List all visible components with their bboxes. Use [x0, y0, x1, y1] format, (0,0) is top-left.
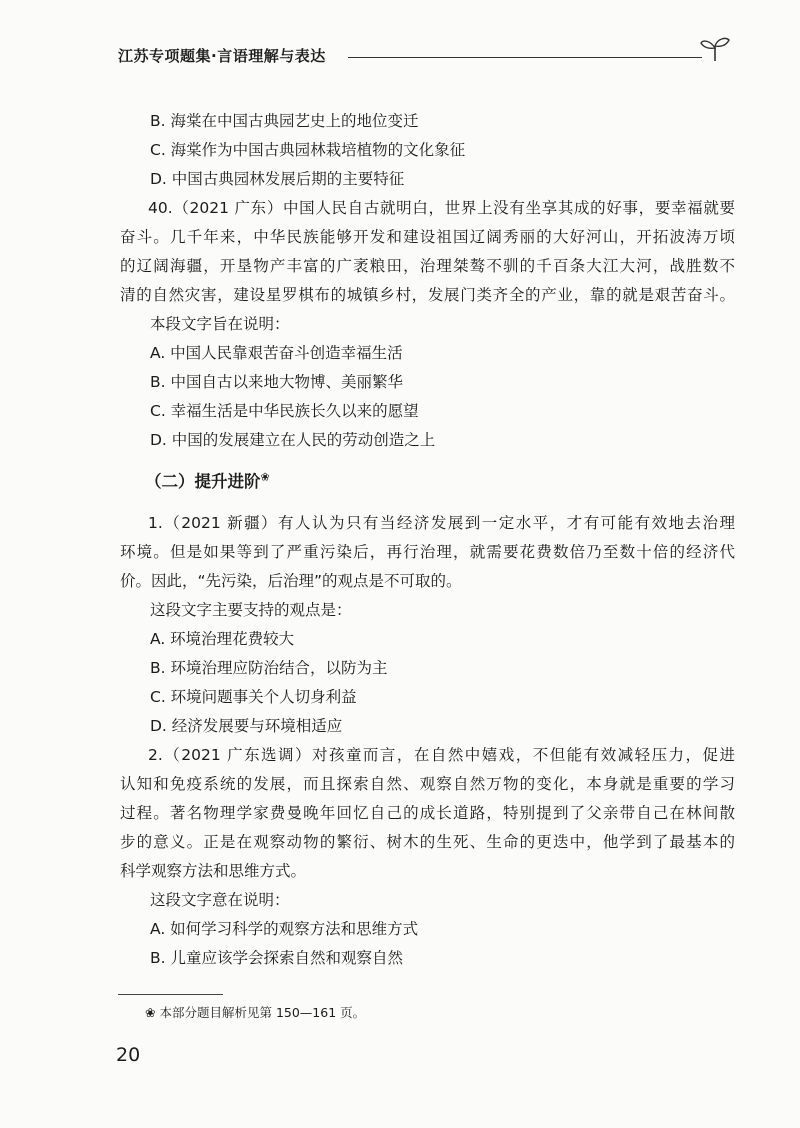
option-2a: A. 如何学习科学的观察方法和思维方式: [150, 920, 419, 938]
question-2-line: 2.（2021 广东选调）对孩童而言，在自然中嬉戏，不但能有效减轻压力，促进: [148, 746, 735, 764]
question-1-line: 价。因此，“先污染，后治理”的观点是不可取的。: [120, 572, 462, 590]
running-header: [118, 40, 730, 70]
question-40-prompt: 本段文字旨在说明：: [150, 315, 290, 333]
question-1-line: 1.（2021 新疆）有人认为只有当经济发展到一定水平，才有可能有效地去治理: [148, 514, 735, 532]
footnote: [145, 1003, 365, 1021]
option-40a: A. 中国人民靠艰苦奋斗创造幸福生活: [150, 344, 403, 362]
sprout-icon: [700, 36, 730, 62]
footnote-rule: [118, 994, 223, 995]
option-40b: B. 中国自古以来地大物博、美丽繁华: [150, 373, 403, 391]
option-1b: B. 环境治理应防治结合，以防为主: [150, 659, 388, 677]
question-40-line: 40.（2021 广东）中国人民自古就明白，世界上没有坐享其成的好事，要幸福就要: [148, 199, 735, 217]
question-2-line: 过程。著名物理学家费曼晚年回忆自己的成长道路，特别提到了父亲带自己在林间散: [120, 804, 735, 822]
question-2-line: 认知和免疫系统的发展，而且探索自然、观察自然万物的变化，本身就是重要的学习: [120, 775, 735, 793]
footnote-text: 本部分题目解析见第 150—161 页。: [159, 1005, 366, 1020]
header-rule: [348, 57, 702, 58]
question-2-line: 科学观察方法和思维方式。: [120, 862, 307, 880]
question-40-line: 的辽阔海疆，开垦物产丰富的广袤粮田，治理桀骜不驯的千百条大江大河，战胜数不: [120, 257, 735, 275]
section-title: （二）提升进阶: [145, 472, 261, 491]
option-40c: C. 幸福生活是中华民族长久以来的愿望: [150, 402, 419, 420]
question-40-line: 清的自然灾害，建设星罗棋布的城镇乡村，发展门类齐全的产业，靠的就是艰苦奋斗。: [120, 286, 735, 304]
option-1c: C. 环境问题事关个人切身利益: [150, 688, 357, 706]
question-1-prompt: 这段文字主要支持的观点是：: [150, 601, 352, 619]
page-number: 20: [116, 1044, 141, 1066]
question-1-line: 环境。但是如果等到了严重污染后，再行治理，就需要花费数倍乃至数十倍的经济代: [120, 543, 735, 561]
option-39d: D. 中国古典园林发展后期的主要特征: [150, 170, 405, 188]
header-title: 江苏专项题集·言语理解与表达: [118, 47, 326, 65]
option-1d: D. 经济发展要与环境相适应: [150, 717, 343, 735]
flower-mark-icon: ❀: [260, 470, 270, 484]
option-1a: A. 环境治理花费较大: [150, 630, 295, 648]
section-heading: [145, 468, 270, 492]
question-2-line: 步的意义。正是在观察动物的繁衍、树木的生死、生命的更迭中，他学到了最基本的: [120, 833, 735, 851]
option-39c: C. 海棠作为中国古典园林栽培植物的文化象征: [150, 141, 466, 159]
question-2-prompt: 这段文字意在说明：: [150, 891, 290, 909]
question-40-line: 奋斗。几千年来，中华民族能够开发和建设祖国辽阔秀丽的大好河山，开拓波涛万顷: [120, 228, 735, 246]
option-39b: B. 海棠在中国古典园艺史上的地位变迁: [150, 112, 419, 130]
option-2b: B. 儿童应该学会探索自然和观察自然: [150, 949, 403, 967]
option-40d: D. 中国的发展建立在人民的劳动创造之上: [150, 431, 436, 449]
footnote-mark-icon: ❀: [145, 1005, 156, 1020]
